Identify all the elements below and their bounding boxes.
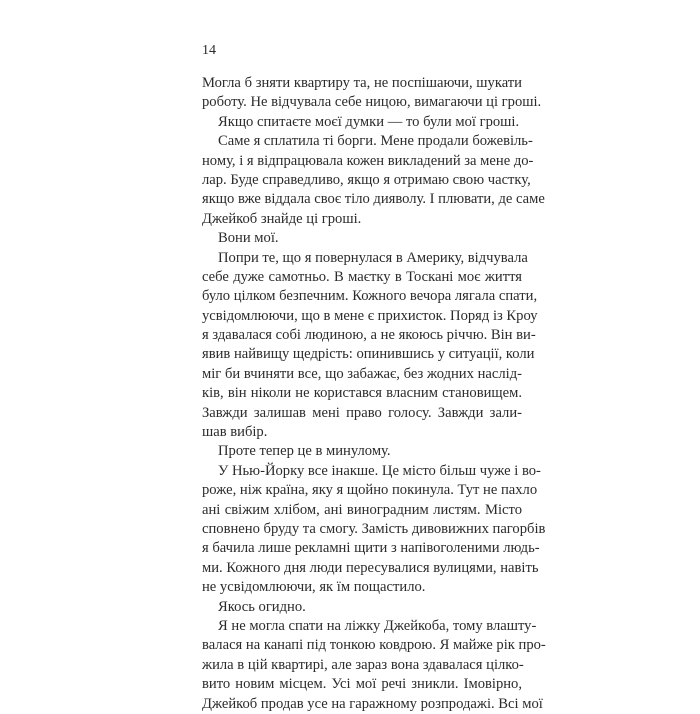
text-line: Джейкоб продав усе на гаражному розпродажі. Всі мої bbox=[202, 695, 543, 712]
text-line: Джейкоб знайде ці гроші. bbox=[202, 210, 362, 227]
text-line: ані свіжим хлібом, ані виноградним листям. Місто bbox=[202, 501, 522, 518]
text-line: себе дуже самотньо. В маєтку в Тоскані моє життя bbox=[202, 268, 522, 285]
text-line: якщо вже віддала своє тіло дияволу. І плювати, де саме bbox=[202, 191, 545, 208]
text-line: ми. Кожного дня люди пересувалися вулицями, навіть bbox=[202, 559, 539, 576]
text-line: було цілком безпечним. Кожного вечора лягала спати, bbox=[202, 288, 538, 305]
text-line: Могла б зняти квартиру та, не поспішаючи, шукати bbox=[202, 75, 522, 91]
text-line: лар. Буде справедливо, якщо я отримаю свою частку, bbox=[202, 171, 531, 188]
text-line: Якось огидно. bbox=[218, 598, 306, 615]
text-line: Вони мої. bbox=[218, 230, 279, 247]
text-line: роже, ніж країна, яку я щойно покинула. Тут не пахло bbox=[202, 482, 538, 499]
text-line: явив найвищу щедрість: опинившись у ситуації, коли bbox=[202, 346, 535, 363]
page-number: 14 bbox=[202, 43, 216, 58]
text-line: роботу. Не відчувала себе ницою, вимагаючи ці гроші. bbox=[202, 94, 542, 111]
text-line: Саме я сплатила ті борги. Мене продали божевіль- bbox=[218, 133, 533, 150]
text-line: Якщо спитаєте моєї думки — то були мої гроші. bbox=[218, 113, 520, 130]
text-line: ків, він ніколи не користався власним становищем. bbox=[202, 385, 522, 402]
text-line: жила в цій квартирі, але зараз вона здавалася цілко- bbox=[202, 656, 524, 673]
text-line: шав вибір. bbox=[202, 424, 268, 441]
text-line: сповнено бруду та смогу. Замість дивовижних пагорбів bbox=[202, 520, 546, 537]
text-line: Проте тепер це в минулому. bbox=[218, 443, 391, 460]
text-line: Попри те, що я повернулася в Америку, відчувала bbox=[218, 249, 528, 266]
text-line: валася на канапі під тонкою ковдрою. Я майже рік про- bbox=[202, 637, 546, 654]
text-line: я бачила лише рекламні щити з напівоголеними людь- bbox=[202, 540, 540, 557]
text-line: У Нью-Йорку все інакше. Це місто більш чуже і во- bbox=[218, 462, 541, 479]
text-line: ному, і я відпрацювала кожен викладений за мене до- bbox=[202, 152, 534, 169]
text-line: вито новим місцем. Усі мої речі зникли. Імовірно, bbox=[202, 676, 522, 693]
text-line: не усвідомлюючи, як їм пощастило. bbox=[202, 579, 426, 596]
text-line: Я не могла спати на ліжку Джейкоба, тому влашту- bbox=[218, 617, 537, 634]
text-line: усвідомлюючи, що в мене є прихисток. Поряд із Кроу bbox=[202, 307, 538, 324]
text-line: Завжди залишав мені право голосу. Завжди зали- bbox=[202, 404, 522, 421]
text-line: міг би вчиняти все, що забажає, без жодних наслід- bbox=[202, 365, 522, 382]
text-line: я здавалася собі людиною, а не якоюсь річчю. Він ви- bbox=[202, 327, 536, 344]
body-text bbox=[202, 74, 546, 714]
